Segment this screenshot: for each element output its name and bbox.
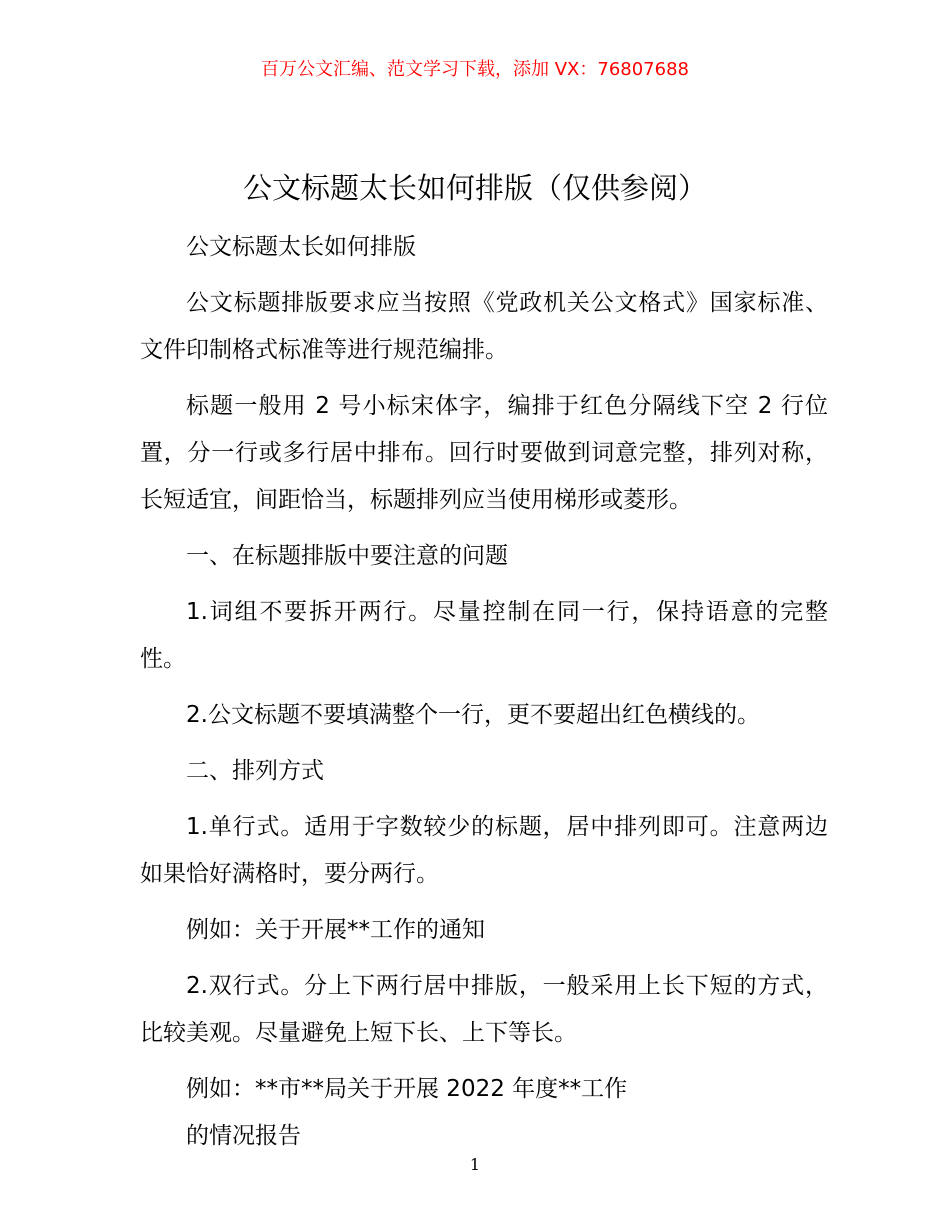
paragraph-double-line: 2.双行式。分上下两行居中排版，一般采用上长下短的方式，比较美观。尽量避免上短下长、上下等长。 [140,973,828,1046]
paragraph-subtitle: 公文标题太长如何排版 [186,234,416,260]
paragraph-example-1: 例如：关于开展**工作的通知 [186,917,485,943]
paragraph-single-line: 1.单行式。适用于字数较少的标题，居中排列即可。注意两边如果恰好满格时，要分两行。 [140,814,828,887]
paragraph-title-font: 标题一般用 2 号小标宋体字，编排于红色分隔线下空 2 行位置，分一行或多行居中排布。回行时要做到词意完整，排列对称，长短适宜，间距恰当，标题排列应当使用梯形或菱形。 [140,393,828,513]
paragraph-example-2 [140,1066,828,1160]
header-banner: 百万公文汇编、范文学习下载，添加 VX：76807688 [261,59,689,80]
example-2-line-2: 的情况报告 [186,1123,301,1149]
section-heading-issues: 一、在标题排版中要注意的问题 [186,543,508,569]
paragraph-issue-1: 1.词组不要拆开两行。尽量控制在同一行，保持语意的完整性。 [140,599,828,672]
document-body [140,224,828,1169]
section-heading-layout: 二、排列方式 [186,758,324,784]
document-title: 公文标题太长如何排版（仅供参阅） [242,171,707,205]
paragraph-standard: 公文标题排版要求应当按照《党政机关公文格式》国家标准、文件印制格式标准等进行规范编排。 [140,290,828,363]
paragraph-issue-2: 2.公文标题不要填满整个一行，更不要超出红色横线的。 [186,702,760,728]
page-number: 1 [469,1155,481,1174]
example-2-line-1: 例如：**市**局关于开展 2022 年度**工作 [186,1076,628,1102]
